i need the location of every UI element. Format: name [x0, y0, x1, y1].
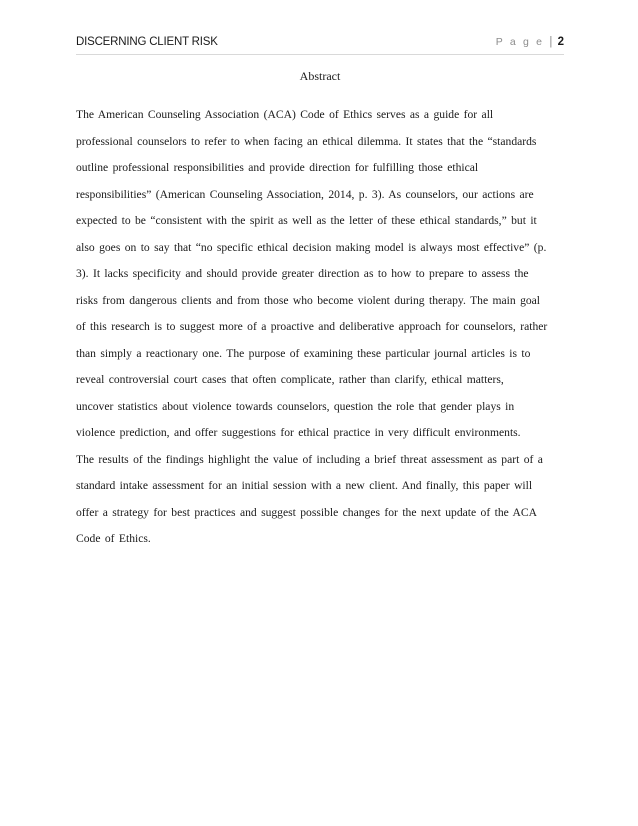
- text-line: The results of the findings highlight the value of including a brief threat assessment as part of a: [76, 452, 543, 466]
- page-header: [76, 36, 564, 55]
- text-line: expected to be “consistent with the spirit as well as the letter of these ethical standards,” but it: [76, 214, 537, 227]
- text-line: of this research is to suggest more of a proactive and deliberative approach for counselors, rather: [76, 320, 548, 333]
- abstract-paragraph: [76, 102, 576, 553]
- text-line: outline professional responsibilities and provide direction for fulfilling those ethical: [76, 161, 479, 174]
- text-line: offer a strategy for best practices and suggest possible changes for the next update of the ACA: [76, 505, 537, 519]
- text-line: reveal controversial court cases that often complicate, rather than clarify, ethical matters,: [76, 373, 504, 386]
- text-line: standard intake assessment for an initial session with a new client. And finally, this paper will: [76, 479, 533, 492]
- text-line: The American Counseling Association (ACA) Code of Ethics serves as a guide for all: [76, 108, 494, 121]
- page-number: 2: [557, 36, 564, 48]
- text-line: professional counselors to refer to when facing an ethical dilemma. It states that the “standards: [76, 134, 537, 148]
- text-line: than simply a reactionary one. The purpose of examining these particular journal articles is to: [76, 346, 531, 360]
- text-line: violence prediction, and offer suggestions for ethical practice in very difficult environments.: [76, 426, 521, 439]
- page-label: [496, 36, 564, 48]
- text-line: Code of Ethics.: [76, 532, 151, 545]
- text-line: risks from dangerous clients and from those who become violent during therapy. The main goal: [76, 293, 541, 307]
- text-line: 3). It lacks specificity and should provide greater direction as to how to prepare to assess the: [76, 267, 529, 280]
- running-title: DISCERNING CLIENT RISK: [76, 36, 218, 48]
- text-line: uncover statistics about violence towards counselors, question the role that gender plays in: [76, 399, 515, 413]
- text-line: also goes on to say that “no specific ethical decision making model is always most effective” (p.: [76, 240, 547, 254]
- page-word: P a g e: [495, 36, 545, 48]
- text-line: responsibilities” (American Counseling Association, 2014, p. 3). As counselors, our actions are: [76, 187, 534, 201]
- section-heading: Abstract: [299, 69, 341, 83]
- page-separator: |: [549, 36, 553, 48]
